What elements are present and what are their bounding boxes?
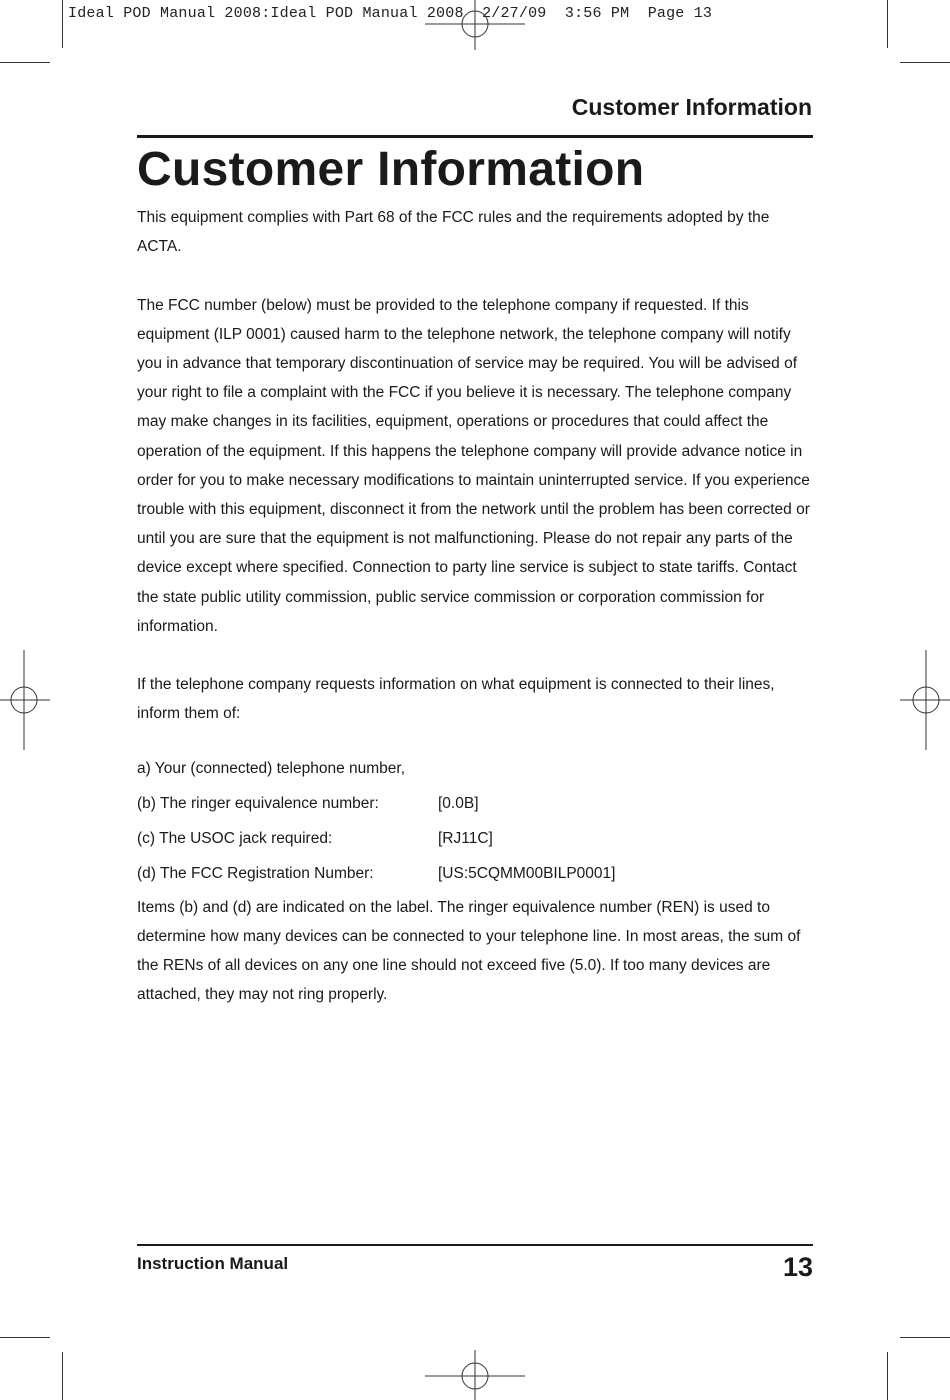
equipment-info-list: [137, 751, 813, 891]
paragraph-compliance: This equipment complies with Part 68 of the FCC rules and the requirements adopted by the ACTA.: [137, 209, 770, 256]
paragraph-gap: [137, 729, 813, 751]
registration-mark-left-icon: [0, 650, 50, 750]
footer-manual-label: Instruction Manual: [137, 1254, 289, 1273]
body-text: [137, 203, 813, 1009]
print-slug: Ideal POD Manual 2008:Ideal POD Manual 2008 2/27/09 3:56 PM Page 13: [68, 5, 713, 22]
list-item-label: (c) The USOC jack required:: [137, 829, 333, 847]
list-item-label: (b) The ringer equivalence number:: [137, 794, 379, 812]
crop-mark-br-h: [900, 1337, 950, 1338]
registration-mark-bottom-icon: [425, 1350, 525, 1400]
paragraph-gap: [137, 261, 813, 290]
registration-mark-top-icon: [425, 0, 525, 50]
list-item-value: [RJ11C]: [438, 829, 493, 847]
crop-mark-bl-h: [0, 1337, 50, 1338]
crop-mark-tl-v: [62, 0, 63, 48]
list-item-value: [0.0B]: [438, 794, 479, 812]
header-rule: [137, 135, 813, 138]
page-number: 13: [782, 1252, 813, 1282]
crop-mark-tr-v: [887, 0, 888, 48]
paragraph-ren: Items (b) and (d) are indicated on the label. The ringer equivalence number (REN) is used to determine how many devices can be connected to your telephone line. In most areas, the sum of the RENs of all devices on any one line should not exceed five (5.0). If too many devices are attached, they may not ring properly.: [137, 898, 801, 1004]
paragraph-gap: [137, 641, 813, 670]
list-item: [137, 786, 813, 821]
list-item-label: (d) The FCC Registration Number:: [137, 864, 374, 882]
list-item: [137, 856, 813, 891]
paragraph-inform: If the telephone company requests information on what equipment is connected to their lines, inform them of:: [137, 676, 775, 723]
page-title: Customer Information: [137, 143, 645, 196]
paragraph-fcc-number: The FCC number (below) must be provided to the telephone company if requested. If this equipment (ILP 0001) caused harm to the telephone network, the telephone company will notify you in advance that temporary discontinuation of service may be required. You will be advised of your right to file a complaint with the FCC if you believe it is necessary. The telephone company may make changes in its facilities, equipment, operations or procedures that could affect the operation of the equipment. If this happens the telephone company will provide advance notice in order for you to make necessary modifications to maintain uninterrupted service. If you experience trouble with this equipment, disconnect it from the network until the problem has been corrected or until you are sure that the equipment is not malfunctioning. Please do not repair any parts of the device except where specified. Connection to party line service is subject to state tariffs. Contact the state public utility commission, public service commission or corporation commission for information.: [137, 296, 810, 635]
crop-mark-bl-v: [62, 1352, 63, 1400]
list-item: [137, 821, 813, 856]
crop-mark-tl-h: [0, 62, 50, 63]
crop-mark-tr-h: [900, 62, 950, 63]
list-item: [137, 751, 813, 786]
list-item-value: [US:5CQMM00BILP0001]: [438, 864, 616, 882]
registration-mark-right-icon: [900, 650, 950, 750]
footer-rule: [137, 1244, 813, 1246]
running-header: Customer Information: [571, 94, 812, 120]
list-item-label: a) Your (connected) telephone number,: [137, 759, 405, 777]
crop-mark-br-v: [887, 1352, 888, 1400]
